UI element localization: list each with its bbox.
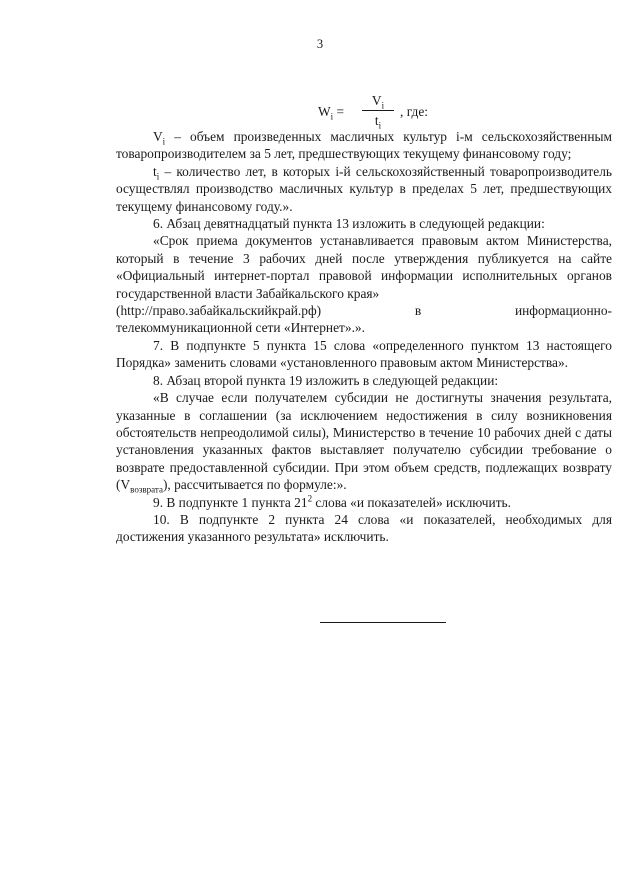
formula-tail: , где: — [400, 104, 428, 119]
item-9-tail: слова «и показателей» исключить. — [312, 494, 511, 510]
formula-lhs — [318, 103, 344, 120]
item-6-url-line — [116, 302, 612, 319]
definition-symbol: V — [153, 129, 163, 144]
formula-lhs-subscript: i — [330, 111, 334, 122]
item-7: 7. В подпункте 5 пункта 15 слова «определенного пунктом 13 настоящего Порядка» заменить словами «установленного правовым актом Министерства». — [116, 337, 612, 371]
formula-w-i — [318, 92, 478, 132]
formula-numerator-symbol: V — [371, 93, 382, 108]
formula-fraction — [362, 92, 394, 129]
definition-t-i — [116, 163, 612, 215]
closing-rule — [320, 622, 446, 623]
item-9-superscript: 2 — [307, 493, 313, 504]
formula-lhs-symbol: W — [318, 104, 331, 119]
url-line-end: информационно- — [514, 303, 612, 319]
url-connector: в — [414, 303, 422, 319]
definition-v-i — [116, 128, 612, 163]
item-6-lead: 6. Абзац девятнадцатый пункта 13 изложить в следующей редакции: — [153, 216, 545, 232]
item-9 — [116, 494, 612, 511]
portal-url: (http://право.забайкальскийкрай.рф) — [116, 303, 322, 319]
item-8-quote — [116, 389, 612, 493]
formula-denominator-subscript: i — [378, 120, 382, 131]
formula-equals: = — [336, 104, 345, 119]
formula-denominator-symbol: t — [374, 113, 379, 128]
formula-numerator — [362, 92, 394, 109]
definition-text: – объем произведенных масличных культур i-м сельскохозяйственным товаропроизводителем за 5 лет, предшествующих текущему финансовому году; — [116, 129, 612, 162]
document-body — [116, 128, 612, 546]
item-6-quote: «Срок приема документов устанавливается правовым актом Министерства, который в течение 3 рабочих дней после утверждения публикуется на сайте «Официальный интернет-портал правовой информации исполнительных органов государственной власти Забайкальского края» — [116, 233, 612, 301]
item-8-quote-tail: ), рассчитывается по формуле:». — [162, 477, 347, 493]
item-8-quote-subscript: возврата — [130, 484, 163, 495]
item-8-lead: 8. Абзац второй пункта 19 изложить в следующей редакции: — [153, 372, 499, 388]
page-number: 3 — [316, 37, 324, 51]
formula-numerator-subscript: i — [381, 100, 385, 111]
item-6-quote-end: телекоммуникационной сети «Интернет».». — [116, 320, 365, 336]
definition-text: – количество лет, в которых i-й сельскохозяйственный товаропроизводитель осуществлял производство масличных культур в пределах 5 лет, предшествующих текущему финансовому году.». — [116, 163, 612, 214]
definition-subscript: i — [156, 171, 160, 182]
item-10: 10. В подпункте 2 пункта 24 слова «и показателей, необходимых для достижения указанного результата» исключить. — [116, 511, 612, 545]
item-8-quote-text: «В случае если получателем субсидии не достигнуты значения результата, указанные в соглашении (за исключением недостижения в силу возникновения обстоятельств непреодолимой силы), Министерство в течение 10 рабочих дней с даты установления указанных фактов выставляет получателю субсидии требование о возврате предоставленной субсидии. При этом объем средств, подлежащих возврату (V — [116, 390, 612, 493]
fraction-bar — [362, 110, 394, 111]
definition-symbol: t — [153, 163, 157, 179]
definition-subscript: i — [162, 136, 166, 147]
formula-denominator — [362, 112, 394, 129]
item-9-text: 9. В подпункте 1 пункта 21 — [153, 494, 308, 510]
